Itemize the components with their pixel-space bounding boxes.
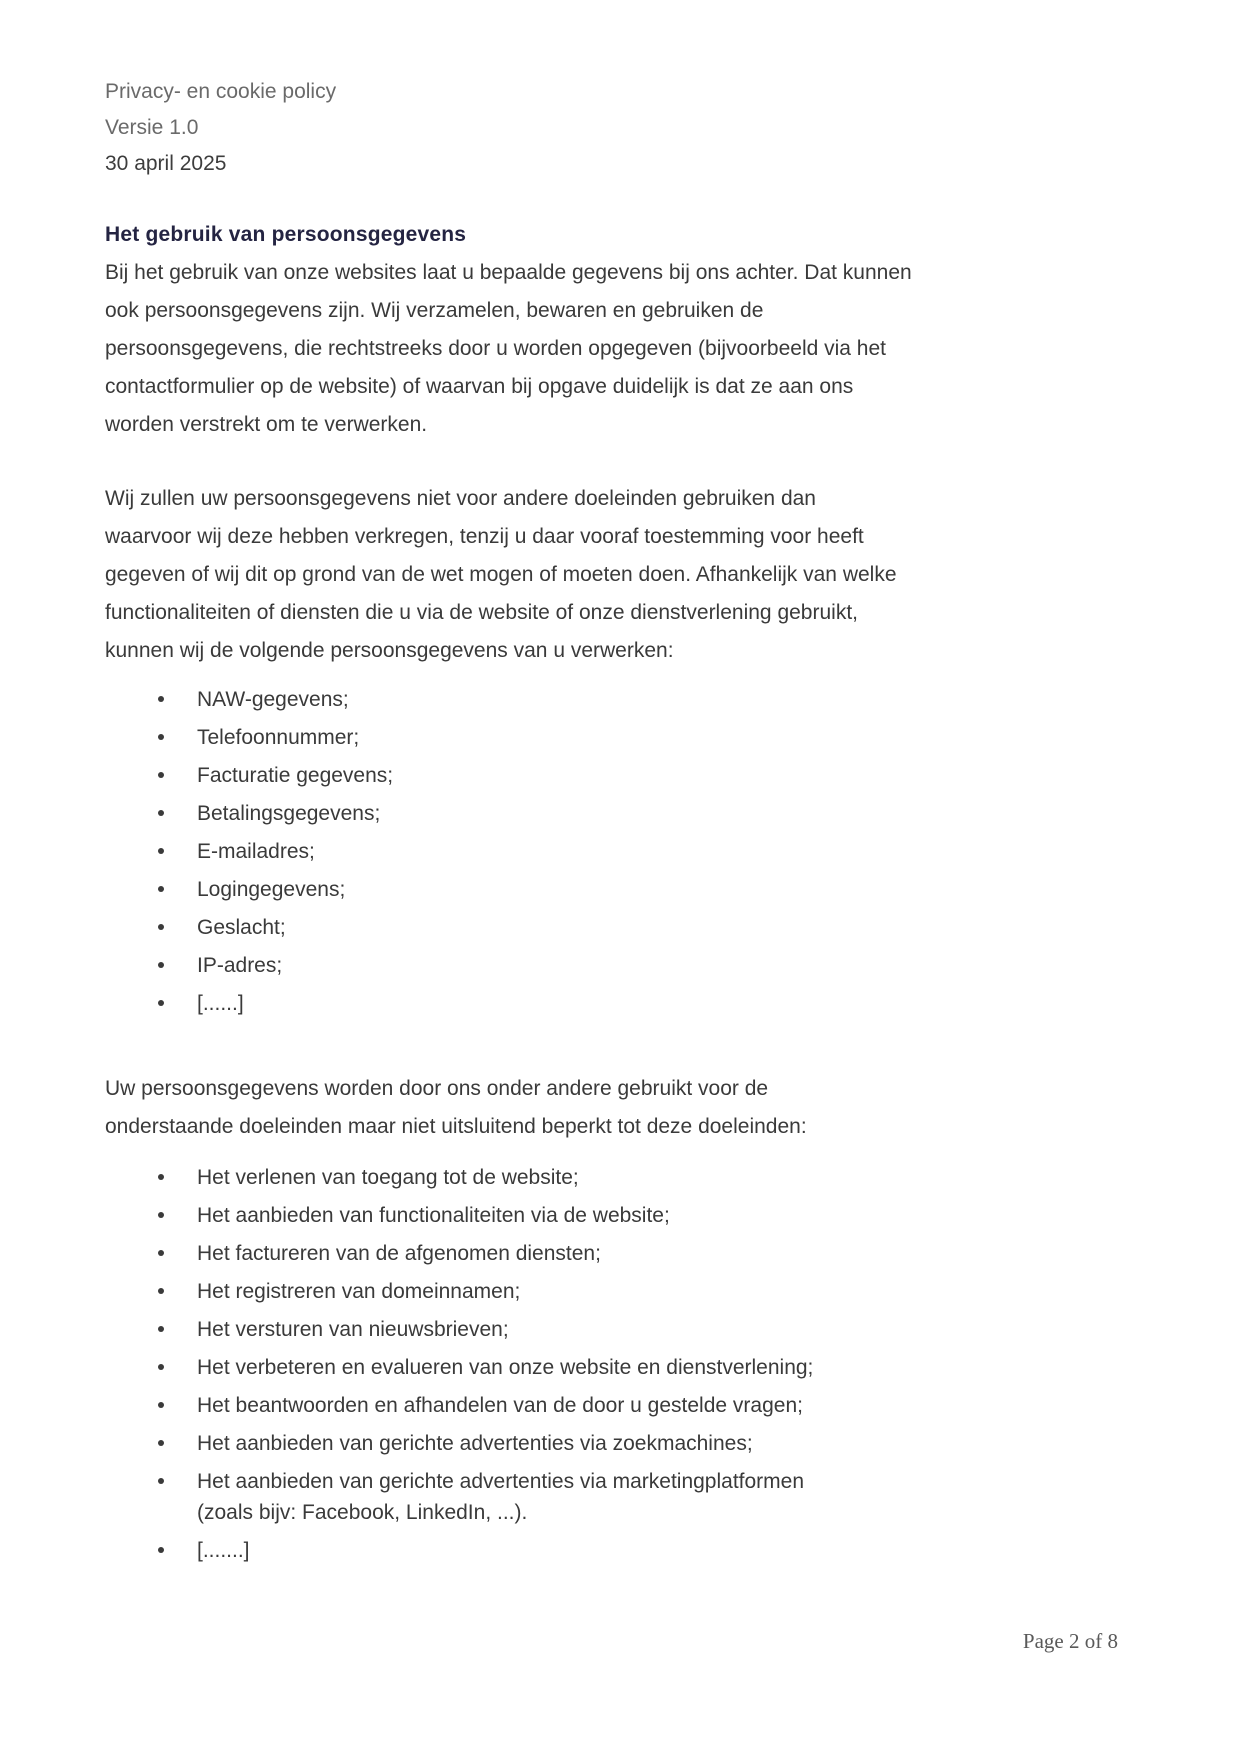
list-item-line: Het aanbieden van functionaliteiten via de website; — [197, 1204, 670, 1227]
list-item — [105, 950, 1118, 981]
list-item-line: NAW-gegevens; — [197, 688, 349, 711]
bullet-icon — [158, 1000, 164, 1006]
list-item — [105, 1314, 1118, 1345]
list-item — [105, 1428, 1118, 1459]
list-item-text — [197, 1535, 1118, 1566]
list-item — [105, 1200, 1118, 1231]
list-item-line: Het versturen van nieuwsbrieven; — [197, 1318, 509, 1341]
bullet-icon — [158, 1402, 164, 1408]
list-item — [105, 988, 1118, 1019]
bullet-icon — [158, 1478, 164, 1484]
bullet-icon — [158, 696, 164, 702]
list-item-line: Het registreren van domeinnamen; — [197, 1280, 521, 1303]
paragraph-line: contactformulier op de website) of waarvan bij opgave duidelijk is dat ze aan ons — [105, 375, 854, 398]
list-item — [105, 1238, 1118, 1269]
list-item-line: Het factureren van de afgenomen diensten; — [197, 1242, 601, 1265]
list-item-line: Het beantwoorden en afhandelen van de door u gestelde vragen; — [197, 1394, 803, 1417]
paragraph-line: onderstaande doeleinden maar niet uitsluitend beperkt tot deze doeleinden: — [105, 1115, 807, 1138]
list-item — [105, 836, 1118, 867]
list-item — [105, 798, 1118, 829]
list-item — [105, 1466, 1118, 1528]
list-item-text — [197, 1276, 1118, 1307]
bullet-icon — [158, 1364, 164, 1370]
scope-paragraph — [105, 480, 1118, 670]
list-item-text — [197, 1428, 1118, 1459]
list-item-text — [197, 950, 1118, 981]
personal-data-list — [105, 684, 1118, 1019]
document-header — [105, 74, 1118, 182]
list-item — [105, 722, 1118, 753]
list-item — [105, 874, 1118, 905]
paragraph-line: ook persoonsgegevens zijn. Wij verzamelen, bewaren en gebruiken de — [105, 299, 764, 322]
list-item — [105, 1352, 1118, 1383]
paragraph-line: Bij het gebruik van onze websites laat u bepaalde gegevens bij ons achter. Dat kunnen — [105, 261, 912, 284]
list-item-text — [197, 798, 1118, 829]
list-item-line: Het verlenen van toegang tot de website; — [197, 1166, 579, 1189]
page-footer — [1023, 1628, 1118, 1654]
list-item — [105, 1276, 1118, 1307]
list-item-line: Telefoonnummer; — [197, 726, 360, 749]
bullet-icon — [158, 734, 164, 740]
list-item-line: [......] — [197, 992, 244, 1015]
bullet-icon — [158, 1547, 164, 1553]
list-item-line: Facturatie gegevens; — [197, 764, 394, 787]
list-item — [105, 1390, 1118, 1421]
bullet-icon — [158, 1250, 164, 1256]
list-item-text — [197, 1352, 1118, 1383]
bullet-icon — [158, 962, 164, 968]
list-item — [105, 684, 1118, 715]
list-item-line: [.......] — [197, 1539, 250, 1562]
list-item-text — [197, 1238, 1118, 1269]
list-item-text — [197, 988, 1118, 1019]
list-item-line: Betalingsgegevens; — [197, 802, 381, 825]
bullet-icon — [158, 886, 164, 892]
paragraph-line: functionaliteiten of diensten die u via de website of onze dienstverlening gebruikt, — [105, 601, 858, 624]
list-item-text — [197, 1466, 1118, 1528]
document-body — [105, 254, 1118, 1566]
bullet-icon — [158, 924, 164, 930]
bullet-icon — [158, 1440, 164, 1446]
paragraph-line: Uw persoonsgegevens worden door ons onder andere gebruikt voor de — [105, 1077, 769, 1100]
bullet-icon — [158, 772, 164, 778]
list-item-text — [197, 836, 1118, 867]
list-item — [105, 1535, 1118, 1566]
list-item-line: Het aanbieden van gerichte advertenties via zoekmachines; — [197, 1432, 753, 1455]
list-item — [105, 1162, 1118, 1193]
list-item-line: E-mailadres; — [197, 840, 315, 863]
list-item-text — [197, 1314, 1118, 1345]
list-item-text — [197, 684, 1118, 715]
list-item-text — [197, 722, 1118, 753]
list-item-text — [197, 760, 1118, 791]
document-title: Privacy- en cookie policy — [105, 80, 337, 103]
paragraph-line: waarvoor wij deze hebben verkregen, tenzij u daar vooraf toestemming voor heeft — [105, 525, 864, 548]
bullet-icon — [158, 1212, 164, 1218]
list-item-line: Geslacht; — [197, 916, 286, 939]
bullet-icon — [158, 810, 164, 816]
bullet-icon — [158, 1326, 164, 1332]
document-date: 30 april 2025 — [105, 152, 227, 175]
list-item-line: Het verbeteren en evalueren van onze website en dienstverlening; — [197, 1356, 814, 1379]
bullet-icon — [158, 848, 164, 854]
section-heading: Het gebruik van persoonsgegevens — [105, 223, 467, 246]
paragraph-line: Wij zullen uw persoonsgegevens niet voor andere doeleinden gebruiken dan — [105, 487, 816, 510]
list-item-line: Logingegevens; — [197, 878, 346, 901]
list-item-text — [197, 912, 1118, 943]
bullet-icon — [158, 1174, 164, 1180]
intro-paragraph — [105, 254, 1118, 444]
bullet-icon — [158, 1288, 164, 1294]
paragraph-line: worden verstrekt om te verwerken. — [105, 413, 428, 436]
list-item-line: (zoals bijv: Facebook, LinkedIn, ...). — [197, 1501, 528, 1524]
document-version: Versie 1.0 — [105, 116, 199, 139]
list-item — [105, 760, 1118, 791]
list-item-text — [197, 874, 1118, 905]
purposes-intro-paragraph — [105, 1070, 1118, 1146]
paragraph-line: persoonsgegevens, die rechtstreeks door u worden opgegeven (bijvoorbeeld via het — [105, 337, 886, 360]
list-item — [105, 912, 1118, 943]
paragraph-line: gegeven of wij dit op grond van de wet mogen of moeten doen. Afhankelijk van welke — [105, 563, 897, 586]
paragraph-line: kunnen wij de volgende persoonsgegevens van u verwerken: — [105, 639, 674, 662]
list-item-text — [197, 1162, 1118, 1193]
list-item-text — [197, 1200, 1118, 1231]
list-item-text — [197, 1390, 1118, 1421]
page-number-label: Page 2 of 8 — [1022, 1629, 1118, 1653]
purposes-list — [105, 1162, 1118, 1566]
list-item-line: IP-adres; — [197, 954, 283, 977]
list-item-line: Het aanbieden van gerichte advertenties via marketingplatformen — [197, 1470, 805, 1493]
